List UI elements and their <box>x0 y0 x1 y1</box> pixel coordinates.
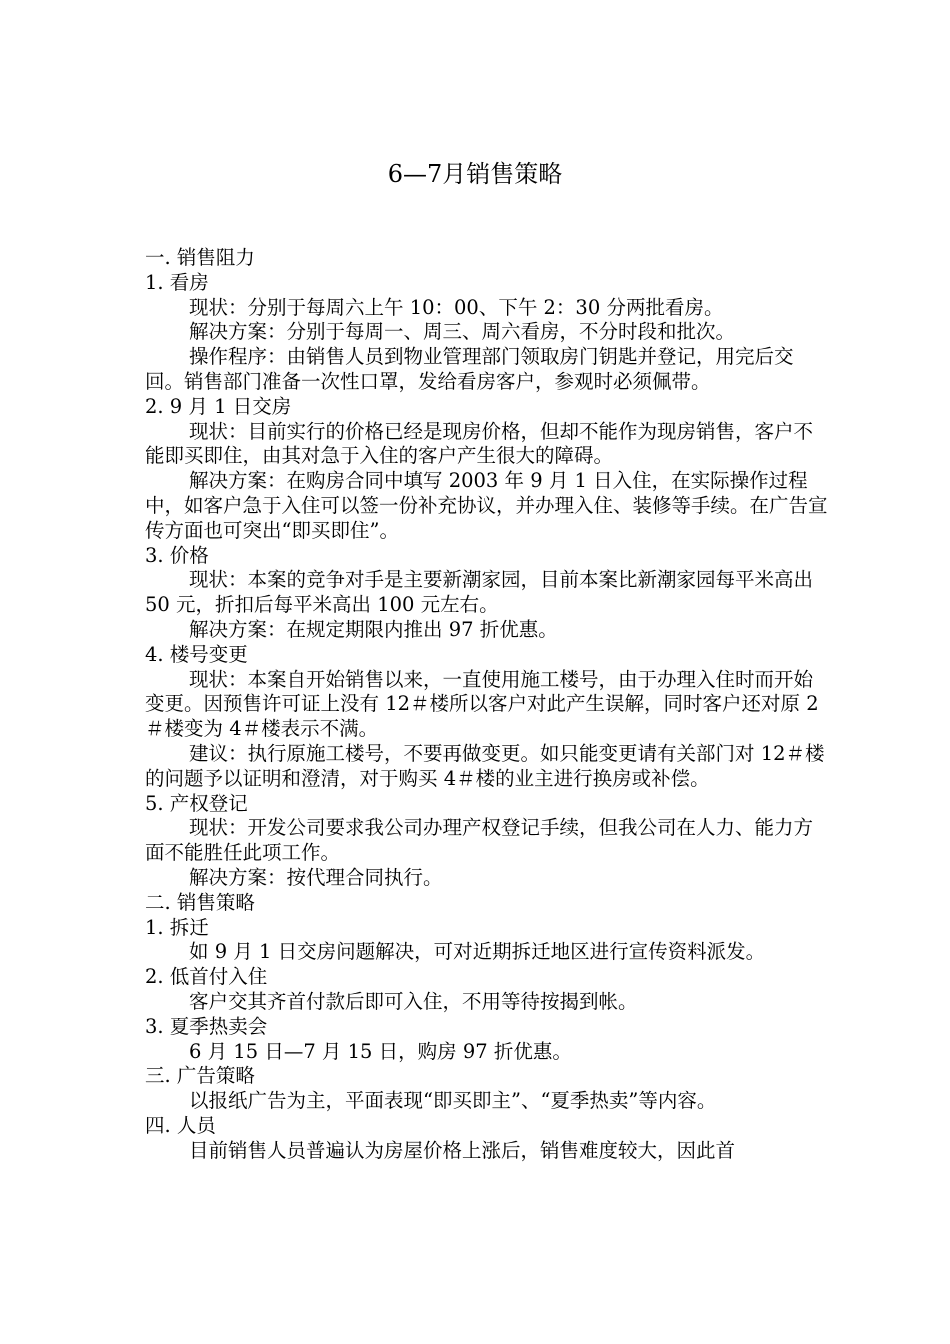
subsection-heading: 2. 9 月 1 日交房 <box>145 394 292 418</box>
subsection-heading: 2. 低首付入住 <box>145 965 268 989</box>
paragraph: 解决方案：在规定期限内推出 97 折优惠。 <box>189 617 558 641</box>
paragraph: 6 月 15 日—7 月 15 日，购房 97 折优惠。 <box>189 1039 572 1063</box>
paragraph: 现状：目前实行的价格已经是现房价格，但却不能作为现房销售，客户不能即买即住，由其对急于入住的客户产生很大的障碍。 <box>145 419 814 468</box>
paragraph: 以报纸广告为主，平面表现“即买即主”、“夏季热卖”等内容。 <box>189 1089 717 1113</box>
section-heading: 四. 人员 <box>145 1113 216 1137</box>
paragraph: 现状：开发公司要求我公司办理产权登记手续，但我公司在人力、能力方面不能胜任此项工作。 <box>145 816 814 865</box>
subsection-heading: 1. 看房 <box>145 270 209 294</box>
paragraph: 如 9 月 1 日交房问题解决，可对近期拆迁地区进行宣传资料派发。 <box>189 940 766 964</box>
paragraph: 建议：执行原施工楼号，不要再做变更。如只能变更请有关部门对 12＃楼的问题予以证明和澄清，对于购买 4＃楼的业主进行换房或补偿。 <box>145 741 825 790</box>
paragraph: 现状：本案自开始销售以来，一直使用施工楼号，由于办理入住时而开始变更。因预售许可证上没有 12＃楼所以客户对此产生误解，同时客户还对原 2＃楼变为 4＃楼表示不满。 <box>145 667 819 741</box>
section-heading: 一. 销售阻力 <box>145 246 255 269</box>
paragraph: 现状：本案的竞争对手是主要新潮家园，目前本案比新潮家园每平米高出 50 元，折扣后每平米高出 100 元左右。 <box>145 568 814 617</box>
paragraph: 目前销售人员普遍认为房屋价格上涨后，销售难度较大，因此首 <box>189 1138 736 1162</box>
subsection-heading: 1. 拆迁 <box>145 915 209 939</box>
paragraph: 解决方案：按代理合同执行。 <box>189 865 443 889</box>
document-body <box>145 246 830 1163</box>
section-heading: 二. 销售策略 <box>145 890 255 914</box>
paragraph: 解决方案：分别于每周一、周三、周六看房，不分时段和批次。 <box>189 320 736 344</box>
paragraph: 现状：分别于每周六上午 10：00、下午 2：30 分两批看房。 <box>189 295 724 319</box>
document-title: 6—7月销售策略 <box>387 160 563 188</box>
paragraph: 客户交其齐首付款后即可入住，不用等待按揭到帐。 <box>189 989 638 1013</box>
section-heading: 三. 广告策略 <box>145 1064 255 1088</box>
paragraph: 操作程序：由销售人员到物业管理部门领取房门钥匙并登记，用完后交回。销售部门准备一次性口罩，发给看房客户，参观时必须佩带。 <box>145 345 794 393</box>
subsection-heading: 4. 楼号变更 <box>145 642 248 666</box>
subsection-heading: 3. 夏季热卖会 <box>145 1014 268 1038</box>
subsection-heading: 5. 产权登记 <box>145 791 248 815</box>
paragraph: 解决方案：在购房合同中填写 2003 年 9 月 1 日入住，在实际操作过程中，如客户急于入住可以签一份补充协议，并办理入住、装修等手续。在广告宣传方面也可突出“即买即住”。 <box>145 469 828 542</box>
subsection-heading: 3. 价格 <box>145 543 209 567</box>
